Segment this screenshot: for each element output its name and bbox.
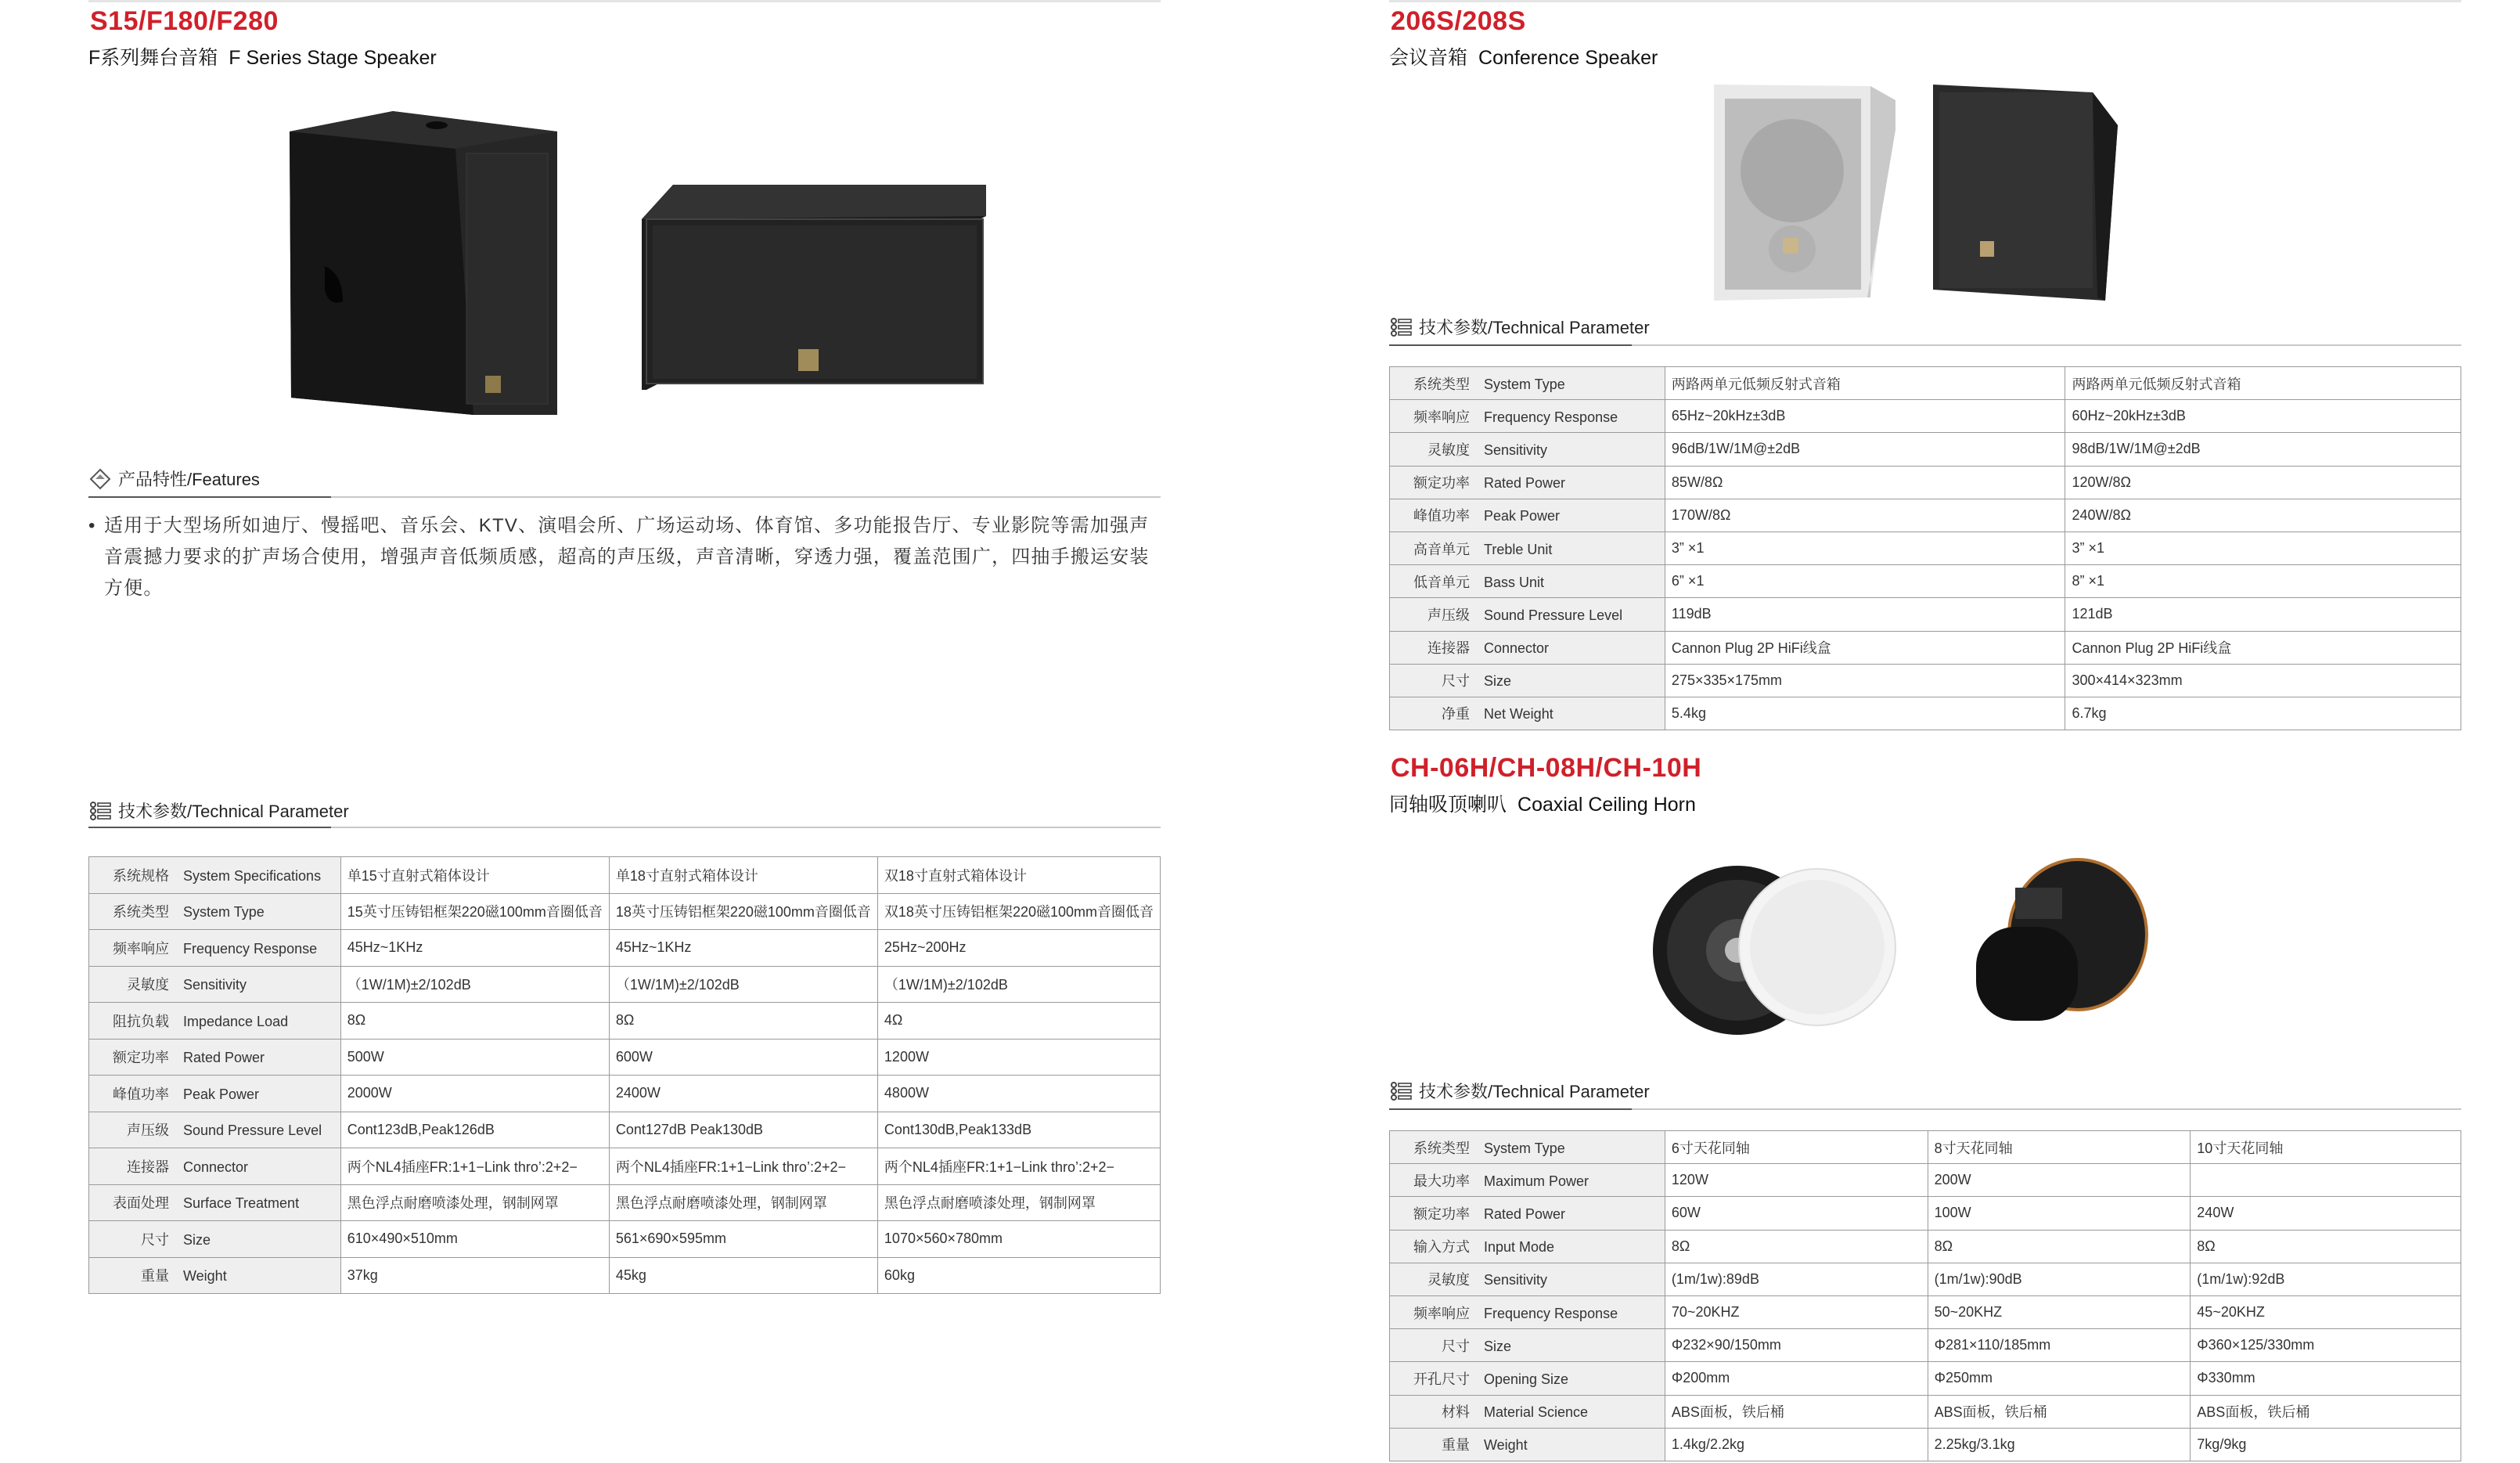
table-cell: 275×335×175mm	[1665, 664, 2065, 697]
spec-table-conference	[1389, 366, 2461, 730]
row-label	[1390, 1329, 1665, 1362]
table-cell: (1m/1w):90dB	[1928, 1263, 2191, 1295]
features-text-block	[88, 510, 1161, 604]
table-cell: 300×414×323mm	[2065, 664, 2461, 697]
row-label-zh: 表面处理	[113, 1195, 169, 1212]
table-row	[1390, 565, 2461, 598]
row-label	[89, 857, 341, 894]
spec-table	[1389, 366, 2461, 730]
row-label-zh: 灵敏度	[127, 977, 169, 993]
row-label-zh: 开孔尺寸	[1413, 1371, 1470, 1387]
row-label-en: System Type	[183, 904, 265, 921]
tech-divider	[1389, 1108, 2461, 1110]
row-label	[1390, 598, 1665, 631]
row-label-en: System Type	[1484, 376, 1565, 392]
table-cell: 6.7kg	[2065, 697, 2461, 730]
table-cell: 两个NL4插座FR:1+1−Link thro’:2+2−	[609, 1148, 877, 1185]
row-label	[89, 1148, 341, 1185]
table-cell: 两路两单元低频反射式音箱	[1665, 367, 2065, 400]
row-label-en: Frequency Response	[1484, 1305, 1618, 1321]
table-cell: 1200W	[877, 1039, 1160, 1076]
features-heading-text: 产品特性/Features	[118, 470, 260, 489]
row-label	[1390, 631, 1665, 664]
table-row	[89, 1003, 1161, 1040]
table-cell: （1W/1M)±2/102dB	[340, 966, 609, 1003]
table-row	[89, 1148, 1161, 1185]
row-label	[89, 1003, 341, 1040]
table-cell: 双18英寸压铸铝框架220磁100mm音圈低音	[877, 893, 1160, 930]
table-cell: ABS面板，铁后桶	[2191, 1395, 2461, 1428]
row-label-zh: 净重	[1442, 706, 1470, 722]
table-row	[89, 1039, 1161, 1076]
table-row	[1390, 466, 2461, 499]
row-label-zh: 阻抗负载	[113, 1013, 169, 1029]
table-row	[1390, 433, 2461, 466]
row-label-en: Impedance Load	[183, 1013, 289, 1029]
row-label-en: Sound Pressure Level	[183, 1122, 322, 1139]
row-label	[89, 1076, 341, 1112]
list-icon	[1389, 315, 1413, 339]
row-label	[89, 1039, 341, 1076]
table-cell: 60kg	[877, 1257, 1160, 1294]
table-row	[1390, 1295, 2461, 1328]
row-label	[1390, 1428, 1665, 1461]
features-text: 适用于大型场所如迪厅、慢摇吧、音乐会、KTV、演唱会所、广场运动场、体育馆、多功能报告厅、专业影院等需加强声音震撼力要求的扩声场合使用，增强声音低频质感，超高的声压级，声音清晰，穿透力强，覆盖范围广，四抽手搬运安装方便。	[104, 515, 1150, 599]
table-row	[89, 1221, 1161, 1258]
table-cell: 单18寸直射式箱体设计	[609, 857, 877, 894]
row-label	[1390, 1230, 1665, 1263]
row-label-zh: 声压级	[1427, 607, 1470, 623]
table-row	[1390, 1329, 2461, 1362]
black-conference-speaker-image	[1933, 85, 2121, 301]
spec-table-ceiling	[1389, 1130, 2461, 1461]
table-cell: 8” ×1	[2065, 565, 2461, 598]
table-cell: Φ330mm	[2191, 1362, 2461, 1395]
table-row	[89, 930, 1161, 967]
speaker-cabinet-image	[282, 110, 563, 415]
list-icon	[1389, 1079, 1413, 1103]
row-label-en: Peak Power	[183, 1086, 260, 1102]
table-cell: 561×690×595mm	[609, 1221, 877, 1258]
table-cell: 98dB/1W/1M@±2dB	[2065, 433, 2461, 466]
table-cell: Cont130dB,Peak133dB	[877, 1112, 1160, 1148]
table-cell: 45kg	[609, 1257, 877, 1294]
features-divider	[88, 496, 1161, 498]
table-cell: 15英寸压铸铝框架220磁100mm音圈低音	[340, 893, 609, 930]
row-label	[1390, 697, 1665, 730]
row-label-en: Net Weight	[1484, 706, 1553, 722]
table-cell: 两个NL4插座FR:1+1−Link thro’:2+2−	[877, 1148, 1160, 1185]
diamond-icon	[88, 467, 112, 491]
table-cell: 2.25kg/3.1kg	[1928, 1428, 2191, 1461]
row-label-zh: 重量	[141, 1268, 169, 1285]
table-cell: 45Hz~1KHz	[609, 930, 877, 967]
table-cell: （1W/1M)±2/102dB	[877, 966, 1160, 1003]
list-icon	[88, 799, 112, 823]
row-label-en: Rated Power	[1484, 475, 1566, 492]
model-title: 206S/208S	[1391, 6, 1526, 36]
table-cell: 3” ×1	[1665, 532, 2065, 564]
table-cell: Cont127dB Peak130dB	[609, 1112, 877, 1148]
ceiling-speaker-back-image	[1968, 856, 2156, 1044]
row-label	[1390, 1263, 1665, 1295]
row-label-zh: 灵敏度	[1427, 1272, 1470, 1288]
subtitle-zh: 同轴吸顶喇叭	[1389, 794, 1507, 816]
row-label	[1390, 1295, 1665, 1328]
row-label-zh: 峰值功率	[1413, 508, 1470, 524]
table-cell: 18英寸压铸铝框架220磁100mm音圈低音	[609, 893, 877, 930]
subwoofer-image	[642, 185, 986, 390]
table-cell: 121dB	[2065, 598, 2461, 631]
table-cell: 2400W	[609, 1076, 877, 1112]
table-cell: 5.4kg	[1665, 697, 2065, 730]
row-label-en: Maximum Power	[1484, 1173, 1589, 1189]
table-row	[1390, 532, 2461, 564]
row-label-en: Rated Power	[1484, 1205, 1566, 1222]
table-row	[1390, 1263, 2461, 1295]
table-cell: 500W	[340, 1039, 609, 1076]
table-cell: 45~20KHZ	[2191, 1295, 2461, 1328]
table-cell: 两个NL4插座FR:1+1−Link thro’:2+2−	[340, 1148, 609, 1185]
table-cell	[2191, 1164, 2461, 1197]
row-label-zh: 连接器	[1427, 640, 1470, 657]
row-label-zh: 材料	[1442, 1404, 1470, 1421]
table-cell: 120W	[1665, 1164, 1928, 1197]
table-cell: 1070×560×780mm	[877, 1221, 1160, 1258]
table-row	[89, 857, 1161, 894]
table-cell: 600W	[609, 1039, 877, 1076]
table-cell: ABS面板，铁后桶	[1665, 1395, 1928, 1428]
table-cell: 4800W	[877, 1076, 1160, 1112]
table-cell: 610×490×510mm	[340, 1221, 609, 1258]
row-label-en: Size	[183, 1231, 211, 1248]
row-label	[1390, 565, 1665, 598]
table-cell: 8Ω	[609, 1003, 877, 1040]
row-label	[1390, 499, 1665, 532]
table-cell: 50~20KHZ	[1928, 1295, 2191, 1328]
table-row	[89, 893, 1161, 930]
subtitle-zh: 会议音箱	[1389, 47, 1468, 69]
row-label-en: Size	[1484, 1338, 1512, 1354]
table-cell: 6” ×1	[1665, 565, 2065, 598]
table-cell: 37kg	[340, 1257, 609, 1294]
row-label-zh: 峰值功率	[113, 1086, 169, 1102]
table-row	[1390, 598, 2461, 631]
table-row	[1390, 367, 2461, 400]
row-label	[1390, 532, 1665, 564]
row-label-en: Frequency Response	[183, 940, 318, 957]
row-label-zh: 重量	[1442, 1437, 1470, 1454]
table-row	[89, 1184, 1161, 1221]
table-row	[1390, 1197, 2461, 1230]
table-cell: 黑色浮点耐磨喷漆处理，钢制网罩	[877, 1184, 1160, 1221]
table-row	[1390, 1131, 2461, 1164]
row-label-en: Sensitivity	[1484, 441, 1548, 458]
row-label-zh: 高音单元	[1413, 541, 1470, 557]
table-cell: 8Ω	[1665, 1230, 1928, 1263]
row-label-en: Sensitivity	[1484, 1272, 1548, 1288]
table-cell: 240W	[2191, 1197, 2461, 1230]
table-cell: Φ232×90/150mm	[1665, 1329, 1928, 1362]
table-row	[1390, 400, 2461, 433]
row-label-zh: 额定功率	[1413, 1205, 1470, 1222]
tech-divider	[1389, 344, 2461, 346]
table-cell: 黑色浮点耐磨喷漆处理，钢制网罩	[340, 1184, 609, 1221]
table-cell: 双18寸直射式箱体设计	[877, 857, 1160, 894]
table-cell: Cont123dB,Peak126dB	[340, 1112, 609, 1148]
table-cell: 8寸天花同轴	[1928, 1131, 2191, 1164]
table-cell: (1m/1w):89dB	[1665, 1263, 1928, 1295]
row-label-en: Weight	[183, 1268, 227, 1285]
row-label-en: Bass Unit	[1484, 574, 1545, 590]
table-row	[89, 1112, 1161, 1148]
table-cell: Φ360×125/330mm	[2191, 1329, 2461, 1362]
subtitle-zh: F系列舞台音箱	[88, 47, 218, 69]
table-cell: 60Hz~20kHz±3dB	[2065, 400, 2461, 433]
table-cell: 240W/8Ω	[2065, 499, 2461, 532]
table-cell: 3” ×1	[2065, 532, 2461, 564]
table-row	[89, 1076, 1161, 1112]
table-row	[1390, 631, 2461, 664]
table-cell: 单15寸直射式箱体设计	[340, 857, 609, 894]
ceiling-speaker-front-image	[1651, 856, 1902, 1044]
table-row	[1390, 697, 2461, 730]
table-cell: 70~20KHZ	[1665, 1295, 1928, 1328]
row-label-zh: 频率响应	[1413, 409, 1470, 425]
table-cell: Φ200mm	[1665, 1362, 1928, 1395]
conference-tech-heading	[1389, 315, 1650, 339]
row-label-en: Peak Power	[1484, 508, 1561, 524]
row-label	[1390, 1395, 1665, 1428]
row-label-en: Treble Unit	[1484, 541, 1553, 557]
features-heading	[88, 467, 260, 491]
table-cell: 25Hz~200Hz	[877, 930, 1160, 967]
spec-table	[88, 856, 1161, 1294]
table-cell: 200W	[1928, 1164, 2191, 1197]
table-row	[89, 1257, 1161, 1294]
table-row	[1390, 1395, 2461, 1428]
row-label	[89, 930, 341, 967]
row-label	[1390, 466, 1665, 499]
table-cell: 96dB/1W/1M@±2dB	[1665, 433, 2065, 466]
row-label-en: Sound Pressure Level	[1484, 607, 1623, 623]
row-label-zh: 频率响应	[113, 940, 169, 957]
table-cell: 6寸天花同轴	[1665, 1131, 1928, 1164]
row-label-zh: 额定功率	[1413, 475, 1470, 492]
table-cell: 8Ω	[340, 1003, 609, 1040]
row-label-zh: 输入方式	[1413, 1239, 1470, 1256]
row-label-zh: 尺寸	[141, 1231, 169, 1248]
table-row	[1390, 664, 2461, 697]
ceiling-tech-heading	[1389, 1079, 1650, 1103]
row-label-zh: 尺寸	[1442, 1338, 1470, 1354]
row-label-en: Surface Treatment	[183, 1195, 300, 1212]
table-cell: 黑色浮点耐磨喷漆处理，钢制网罩	[609, 1184, 877, 1221]
row-label-en: System Specifications	[183, 867, 322, 884]
table-row	[1390, 1362, 2461, 1395]
table-cell: 8Ω	[2191, 1230, 2461, 1263]
row-label-zh: 声压级	[127, 1122, 169, 1139]
table-cell: 4Ω	[877, 1003, 1160, 1040]
table-cell: 10寸天花同轴	[2191, 1131, 2461, 1164]
row-label-zh: 低音单元	[1413, 574, 1470, 590]
row-label	[89, 1257, 341, 1294]
row-label	[89, 1221, 341, 1258]
row-label-zh: 连接器	[127, 1159, 169, 1175]
row-label-en: Connector	[183, 1159, 249, 1175]
tech-heading-text: 技术参数/Technical Parameter	[118, 802, 349, 821]
row-label-en: Input Mode	[1484, 1239, 1555, 1256]
subtitle-en: F Series Stage Speaker	[229, 47, 437, 69]
row-label-en: Material Science	[1484, 1404, 1589, 1421]
row-label-en: Sensitivity	[183, 977, 247, 993]
row-label	[1390, 1164, 1665, 1197]
row-label	[89, 1184, 341, 1221]
tech-heading-text: 技术参数/Technical Parameter	[1419, 318, 1650, 337]
table-cell: Φ281×110/185mm	[1928, 1329, 2191, 1362]
spec-table	[1389, 1130, 2461, 1461]
row-label	[1390, 433, 1665, 466]
row-label-zh: 最大功率	[1413, 1173, 1470, 1189]
row-label	[1390, 1197, 1665, 1230]
table-cell: 60W	[1665, 1197, 1928, 1230]
table-cell: 100W	[1928, 1197, 2191, 1230]
table-row	[1390, 1164, 2461, 1197]
bullet: •	[88, 515, 96, 536]
table-cell: 2000W	[340, 1076, 609, 1112]
row-label-en: Opening Size	[1484, 1371, 1569, 1387]
table-cell: 120W/8Ω	[2065, 466, 2461, 499]
table-cell: Φ250mm	[1928, 1362, 2191, 1395]
row-label	[89, 966, 341, 1003]
row-label-zh: 尺寸	[1442, 673, 1470, 690]
row-label-en: Rated Power	[183, 1050, 265, 1066]
table-row	[1390, 1230, 2461, 1263]
row-label	[1390, 664, 1665, 697]
row-label-zh: 系统类型	[113, 904, 169, 921]
table-cell: 45Hz~1KHz	[340, 930, 609, 967]
table-cell: 170W/8Ω	[1665, 499, 2065, 532]
table-cell: (1m/1w):92dB	[2191, 1263, 2461, 1295]
row-label-zh: 额定功率	[113, 1050, 169, 1066]
row-label	[89, 893, 341, 930]
row-label-zh: 系统类型	[1413, 1140, 1470, 1156]
product-subtitle-ceiling	[1389, 789, 1696, 817]
table-cell: 7kg/9kg	[2191, 1428, 2461, 1461]
table-cell: 65Hz~20kHz±3dB	[1665, 400, 2065, 433]
white-conference-speaker-image	[1714, 85, 1902, 301]
row-label	[1390, 400, 1665, 433]
subtitle-en: Conference Speaker	[1478, 47, 1658, 69]
model-title: S15/F180/F280	[90, 6, 279, 36]
tech-heading-text: 技术参数/Technical Parameter	[1419, 1082, 1650, 1101]
product-subtitle	[88, 42, 437, 70]
table-cell: 8Ω	[1928, 1230, 2191, 1263]
table-cell: Cannon Plug 2P HiFi线盒	[1665, 631, 2065, 664]
table-cell: 两路两单元低频反射式音箱	[2065, 367, 2461, 400]
subtitle-en: Coaxial Ceiling Horn	[1517, 794, 1696, 816]
row-label-en: System Type	[1484, 1140, 1565, 1156]
spec-table-f-series	[88, 856, 1161, 1294]
model-title-ceiling: CH-06H/CH-08H/CH-10H	[1391, 753, 1702, 783]
table-cell: Cannon Plug 2P HiFi线盒	[2065, 631, 2461, 664]
table-cell: （1W/1M)±2/102dB	[609, 966, 877, 1003]
row-label-en: Frequency Response	[1484, 409, 1618, 425]
row-label-en: Weight	[1484, 1437, 1528, 1454]
table-cell: ABS面板，铁后桶	[1928, 1395, 2191, 1428]
row-label-zh: 系统类型	[1413, 376, 1470, 392]
row-label	[89, 1112, 341, 1148]
row-label-zh: 系统规格	[113, 867, 169, 884]
product-subtitle	[1389, 42, 1658, 70]
table-cell: 85W/8Ω	[1665, 466, 2065, 499]
tech-divider	[88, 827, 1161, 828]
table-cell: 1.4kg/2.2kg	[1665, 1428, 1928, 1461]
row-label-zh: 灵敏度	[1427, 441, 1470, 458]
row-label	[1390, 367, 1665, 400]
row-label	[1390, 1131, 1665, 1164]
row-label-en: Connector	[1484, 640, 1550, 657]
row-label-en: Size	[1484, 673, 1512, 690]
row-label	[1390, 1362, 1665, 1395]
table-cell: 119dB	[1665, 598, 2065, 631]
tech-parameter-heading	[88, 798, 349, 823]
row-label-zh: 频率响应	[1413, 1305, 1470, 1321]
table-row	[89, 966, 1161, 1003]
table-row	[1390, 499, 2461, 532]
table-row	[1390, 1428, 2461, 1461]
